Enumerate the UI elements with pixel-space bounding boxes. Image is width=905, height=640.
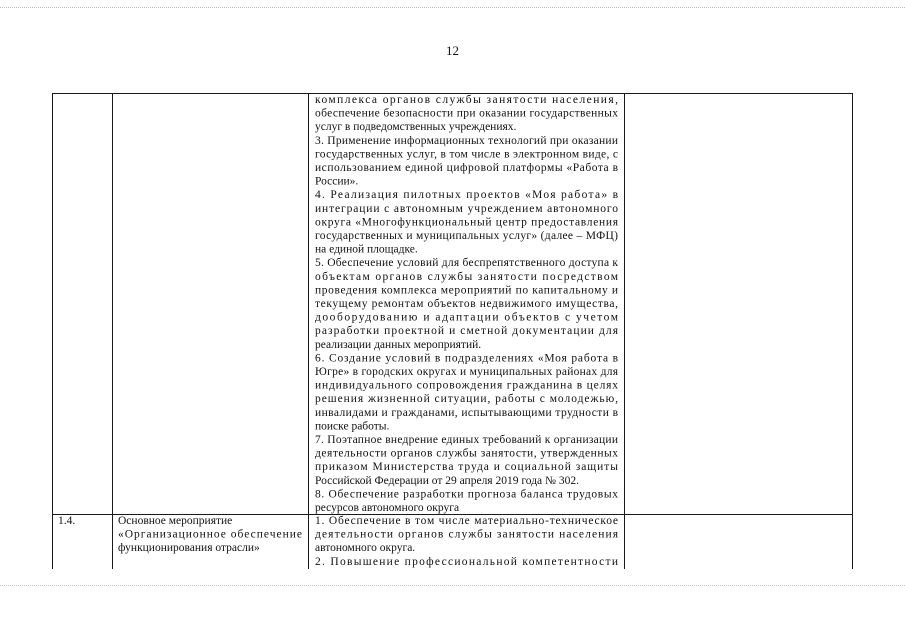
row-1-4-number: 1.4. <box>58 515 76 527</box>
text-line: Основное мероприятие <box>118 515 233 527</box>
text-line: на единой площадке. <box>315 243 418 256</box>
text-line: индивидуального сопровождения гражданина в целях <box>315 379 618 392</box>
text-line: округа «Многофункциональный центр предоставления <box>315 216 618 229</box>
row-1-4-measures-cell <box>315 515 619 568</box>
text-line: 6. Создание условий в подразделениях «Моя работа в <box>315 352 618 365</box>
text-line: функционирования отрасли» <box>118 542 260 555</box>
text-line: решения жизненной ситуации, работы с молодежью, <box>315 393 618 406</box>
text-line: Югре» в городских округах и муниципальных районах для <box>315 366 618 378</box>
text-line: текущему ремонтам объектов недвижимого имущества, <box>315 298 618 310</box>
text-line: ресурсов автономного округа <box>315 502 460 514</box>
text-line: 3. Применение информационных технологий при оказании <box>315 134 618 147</box>
text-line: 4. Реализация пилотных проектов «Моя работа» в <box>315 189 618 202</box>
text-line: приказом Министерства труда и социальной защиты <box>315 461 618 474</box>
text-line: автономного округа. <box>315 542 416 555</box>
text-line: комплекса органов службы занятости населения, <box>315 94 618 106</box>
text-line: интеграции с автономным учреждением автономного <box>315 202 618 215</box>
text-line: дооборудованию и адаптации объектов с учетом <box>315 311 618 324</box>
text-line: 2. Повышение профессиональной компетентности <box>315 555 618 568</box>
text-line: разработки проектной и сметной документации для <box>315 325 618 338</box>
row-1-4 <box>58 515 619 568</box>
row-1-4-name-cell <box>118 515 302 554</box>
text-line: поиске работы. <box>315 420 390 433</box>
text-line: 1. Обеспечение в том числе материально-техническое <box>315 515 618 527</box>
text-line: 5. Обеспечение условий для беспрепятственного доступа к <box>315 257 618 270</box>
text-line: использованием единой цифровой платформы «Работа в <box>315 162 618 174</box>
text-line: Российской Федерации от 29 апреля 2019 года № 302. <box>315 474 580 487</box>
text-line: инвалидами и гражданами, испытывающими трудности в <box>315 406 618 419</box>
scan-edge-bottom <box>0 585 905 586</box>
text-line: 8. Обеспечение разработки прогноза баланса трудовых <box>315 488 618 501</box>
text-line: услуг в подведомственных учреждениях. <box>315 121 517 134</box>
row-prev-measures-cell <box>315 94 619 514</box>
text-line: объектам органов службы занятости посредством <box>315 270 618 283</box>
text-line: государственных услуг, в том числе в электронном виде, с <box>315 148 618 161</box>
text-line: государственных и муниципальных услуг» (далее – МФЦ) <box>315 230 618 242</box>
text-line: России». <box>315 175 359 188</box>
text-line: проведения комплекса мероприятий по капитальному и <box>315 284 618 297</box>
text-line: деятельности органов службы занятости, утвержденных <box>315 447 618 460</box>
text-line: реализации данных мероприятий. <box>315 338 482 351</box>
text-line: 7. Поэтапное внедрение единых требований к организации <box>315 434 618 446</box>
text-line: обеспечение безопасности при оказании государственных <box>315 107 618 120</box>
page-number: 12 <box>446 43 459 58</box>
text-line: деятельности органов службы занятости населения <box>315 528 618 541</box>
text-line: «Организационное обеспечение <box>118 528 302 541</box>
